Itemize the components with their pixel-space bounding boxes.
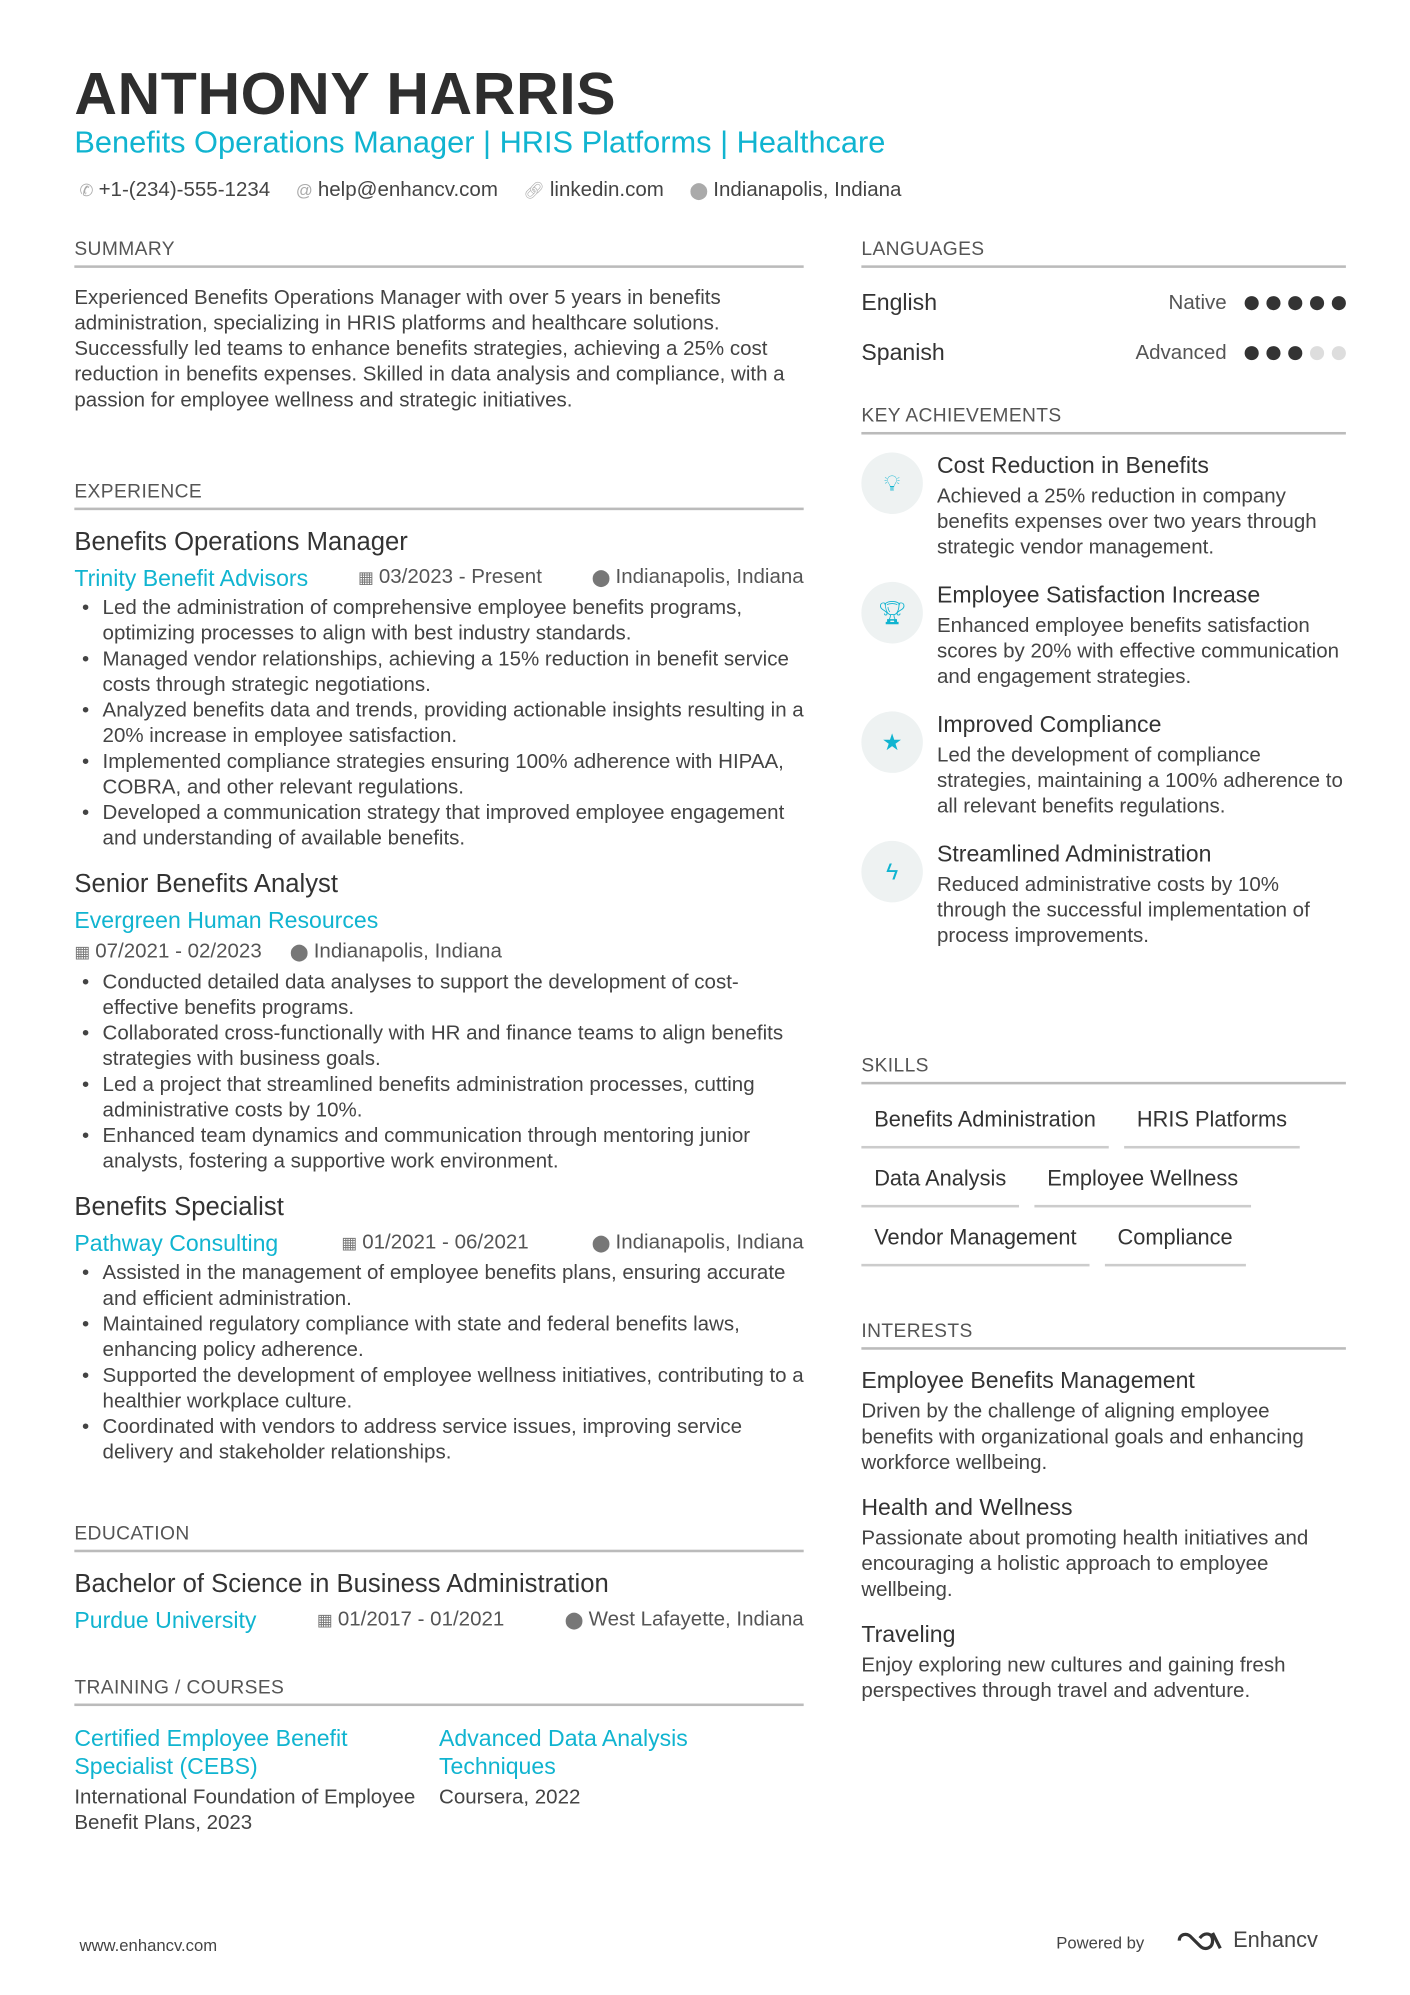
contact-bar <box>79 179 901 202</box>
section-heading: EDUCATION <box>74 1523 803 1552</box>
job-title: Senior Benefits Analyst <box>74 870 338 899</box>
achievement-text: Reduced administrative costs by 10% through the successful implementation of process improvements. <box>936 874 1310 948</box>
company: Trinity Benefit Advisors <box>74 565 309 591</box>
proficiency-dot <box>1310 296 1324 310</box>
skills-section <box>861 1055 1346 1266</box>
proficiency-dot <box>1245 296 1259 310</box>
section-heading: SKILLS <box>861 1055 1346 1084</box>
job-title: Benefits Specialist <box>74 1193 284 1222</box>
candidate-title: Benefits Operations Manager | HRIS Platforms | Healthcare <box>74 125 886 161</box>
location-icon: ⬤ <box>689 180 709 200</box>
bullet: • Supported the development of employee wellness initiatives, contributing to a healthier workplace culture. <box>74 1364 803 1415</box>
interest-title: Employee Benefits Management <box>861 1367 1195 1394</box>
section-heading: INTERESTS <box>861 1320 1346 1349</box>
education-section <box>74 1523 803 1638</box>
calendar-icon: ▦ <box>341 1233 358 1253</box>
proficiency-dots <box>1245 346 1346 360</box>
interest-text: Enjoy exploring new cultures and gaining fresh perspectives through travel and adventure. <box>861 1654 1286 1703</box>
language-item <box>861 278 1346 328</box>
achievement-title: Employee Satisfaction Increase <box>936 581 1261 608</box>
proficiency-dot <box>1288 296 1302 310</box>
skill-tag: Employee Wellness <box>1034 1161 1251 1207</box>
job-entry <box>74 528 803 852</box>
degree: Bachelor of Science in Business Administration <box>74 1570 609 1599</box>
proficiency-dot <box>1332 296 1346 310</box>
language-name: Spanish <box>861 339 945 366</box>
phone-icon: ✆ <box>79 180 94 200</box>
dates: 03/2023 - Present <box>378 566 542 589</box>
job-entry <box>74 1193 803 1466</box>
section-heading: KEY ACHIEVEMENTS <box>861 405 1346 434</box>
proficiency-dot <box>1288 346 1302 360</box>
interest-text: Passionate about promoting health initiatives and encouraging a holistic approach to employee wellbeing. <box>861 1527 1309 1601</box>
language-level: Advanced <box>1135 341 1227 364</box>
section-heading: SUMMARY <box>74 238 803 267</box>
achievement-title: Streamlined Administration <box>936 840 1212 867</box>
training-section <box>74 1677 803 1837</box>
achievement-text: Led the development of compliance strategies, maintaining a 100% adherence to all relevant benefits regulations. <box>936 744 1343 818</box>
school: Purdue University <box>74 1607 257 1634</box>
language-name: English <box>861 289 938 316</box>
section-heading: TRAINING / COURSES <box>74 1677 803 1706</box>
enhancv-logo <box>1177 1928 1318 1954</box>
calendar-icon: ▦ <box>316 1609 333 1630</box>
summary-text: Experienced Benefits Operations Manager with over 5 years in benefits administration, specializing in HRIS platforms and healthcare solutions. Successfully led teams to enhance benefits strategies, achieving a 25% cost reduction in benefits expenses. Skilled in data analysis and compliance, with a passion for employee wellness and strategic initiatives. <box>74 287 785 412</box>
achievements-section <box>861 405 1346 970</box>
interest-title: Traveling <box>861 1621 956 1648</box>
course-detail: International Foundation of Employee Benefit Plans, 2023 <box>74 1786 416 1835</box>
bullet: • Managed vendor relationships, achieving a 15% reduction in benefit service costs through strategic negotiations. <box>74 647 803 698</box>
footer-powered-by: Powered by <box>1056 1932 1145 1953</box>
course-detail: Coursera, 2022 <box>439 1786 581 1809</box>
brand-name: Enhancv <box>1233 1927 1318 1953</box>
proficiency-dots <box>1245 296 1346 310</box>
location-icon: ⬤ <box>289 942 309 962</box>
email[interactable]: help@enhancv.com <box>317 179 498 202</box>
location-icon: ⬤ <box>564 1609 584 1630</box>
linkedin[interactable]: linkedin.com <box>549 179 664 202</box>
bolt-icon: ϟ <box>861 841 923 903</box>
location-icon: ⬤ <box>591 567 611 588</box>
achievement-title: Improved Compliance <box>936 711 1162 738</box>
bullet: • Coordinated with vendors to address service issues, improving service delivery and stakeholder relationships. <box>74 1415 803 1466</box>
footer-website[interactable]: www.enhancv.com <box>79 1935 218 1955</box>
bullet: • Led the administration of comprehensive employee benefits programs, optimizing processes to align with best industry standards. <box>74 596 803 647</box>
section-heading: EXPERIENCE <box>74 481 803 510</box>
at-icon: @ <box>295 180 313 200</box>
star-icon: ★ <box>861 711 923 773</box>
location: Indianapolis, Indiana <box>713 179 902 202</box>
bullet: • Enhanced team dynamics and communication through mentoring junior analysts, fostering a supportive work environment. <box>74 1124 803 1175</box>
bullet: • Developed a communication strategy that improved employee engagement and understanding of available benefits. <box>74 801 803 852</box>
dates: 01/2021 - 06/2021 <box>362 1231 529 1254</box>
skill-tag: Compliance <box>1105 1220 1246 1266</box>
experience-section <box>74 481 803 1485</box>
course-item <box>439 1724 804 1837</box>
skill-tag: Benefits Administration <box>861 1102 1108 1148</box>
language-item <box>861 328 1346 378</box>
section-heading: LANGUAGES <box>861 238 1346 267</box>
interest-item <box>861 1368 1346 1477</box>
phone: +1-(234)-555-1234 <box>98 179 271 202</box>
bullet: • Analyzed benefits data and trends, providing actionable insights resulting in a 20% increase in employee satisfaction. <box>74 699 803 750</box>
company: Evergreen Human Resources <box>74 907 379 934</box>
edu-location: West Lafayette, Indiana <box>588 1608 804 1631</box>
course-title: Advanced Data Analysis Techniques <box>439 1725 688 1780</box>
enhancv-logo-icon <box>1177 1928 1223 1954</box>
job-entry <box>74 870 803 1175</box>
link-icon: 🔗︎ <box>523 180 545 200</box>
summary-section <box>74 238 803 414</box>
achievement-item <box>861 582 1346 691</box>
achievement-item <box>861 452 1346 561</box>
job-title: Benefits Operations Manager <box>74 528 408 557</box>
dates: 01/2017 - 01/2021 <box>337 1608 505 1631</box>
proficiency-dot <box>1266 296 1280 310</box>
languages-section <box>861 238 1346 378</box>
lightbulb-icon: 💡︎ <box>861 452 923 514</box>
dates: 07/2021 - 02/2023 <box>95 940 262 963</box>
bullet: • Maintained regulatory compliance with state and federal benefits laws, enhancing policy adherence. <box>74 1313 803 1364</box>
job-location: Indianapolis, Indiana <box>313 940 502 963</box>
calendar-icon: ▦ <box>357 567 374 588</box>
proficiency-dot <box>1245 346 1259 360</box>
bullet: • Assisted in the management of employee benefits plans, ensuring accurate and efficient administration. <box>74 1261 803 1312</box>
course-item <box>74 1724 439 1837</box>
interest-title: Health and Wellness <box>861 1494 1073 1521</box>
bullet: • Collaborated cross-functionally with HR and finance teams to align benefits strategies with business goals. <box>74 1022 803 1073</box>
bullet: • Led a project that streamlined benefits administration processes, cutting administrative costs by 10%. <box>74 1073 803 1124</box>
job-location: Indianapolis, Indiana <box>615 566 804 589</box>
achievement-text: Enhanced employee benefits satisfaction scores by 20% with effective communication and engagement strategies. <box>936 615 1340 689</box>
proficiency-dot <box>1310 346 1324 360</box>
proficiency-dot <box>1332 346 1346 360</box>
achievement-item <box>861 841 1346 950</box>
interests-section <box>861 1320 1346 1722</box>
interest-text: Driven by the challenge of aligning employee benefits with organizational goals and enhancing workforce wellbeing. <box>861 1401 1304 1475</box>
bullet: • Conducted detailed data analyses to support the development of cost-effective benefits programs. <box>74 970 803 1021</box>
skill-tag: Vendor Management <box>861 1220 1089 1266</box>
achievement-text: Achieved a 25% reduction in company benefits expenses over two years through strategic vendor management. <box>936 485 1317 559</box>
trophy-icon: 🏆︎ <box>861 582 923 644</box>
achievement-item <box>861 711 1346 820</box>
skill-tag: HRIS Platforms <box>1124 1102 1300 1148</box>
proficiency-dot <box>1266 346 1280 360</box>
interest-item <box>861 1495 1346 1604</box>
skill-tag: Data Analysis <box>861 1161 1019 1207</box>
course-title: Certified Employee Benefit Specialist (CEBS) <box>74 1725 348 1780</box>
location-icon: ⬤ <box>591 1233 611 1253</box>
achievement-title: Cost Reduction in Benefits <box>936 452 1209 479</box>
bullet: • Implemented compliance strategies ensuring 100% adherence with HIPAA, COBRA, and other relevant regulations. <box>74 750 803 801</box>
company: Pathway Consulting <box>74 1230 279 1257</box>
language-level: Native <box>1168 291 1227 314</box>
job-location: Indianapolis, Indiana <box>615 1231 804 1254</box>
interest-item <box>861 1621 1346 1704</box>
calendar-icon: ▦ <box>74 942 91 962</box>
candidate-name: ANTHONY HARRIS <box>74 60 617 127</box>
